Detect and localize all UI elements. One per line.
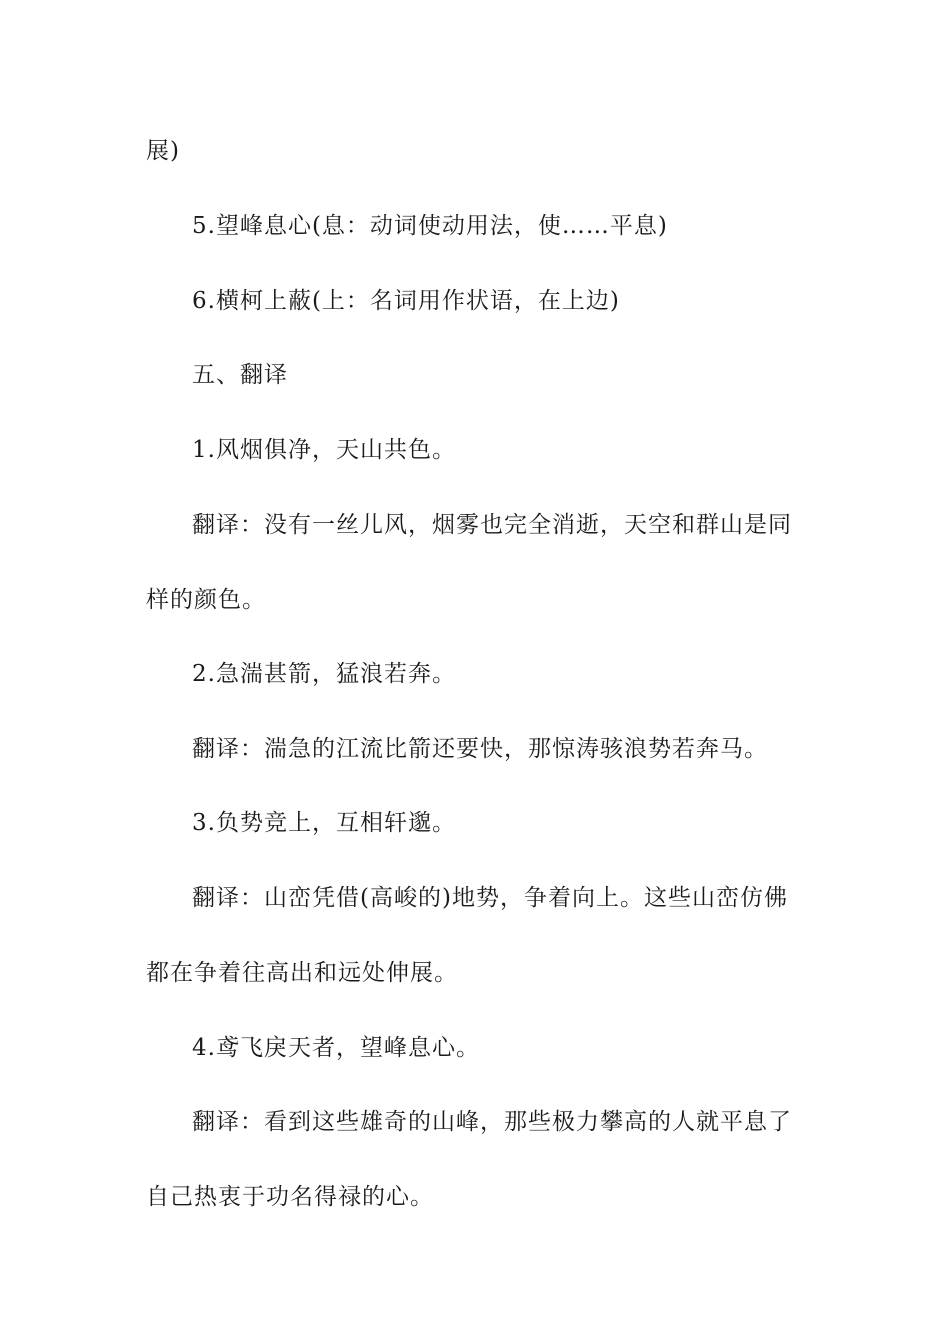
text-line-translation-1-cont: 样的颜色。 xyxy=(146,587,266,613)
text-line-translation-4-cont: 自己热衷于功名得禄的心。 xyxy=(146,1184,434,1210)
text-line-translation-4: 翻译：看到这些雄奇的山峰，那些极力攀高的人就平息了 xyxy=(192,1109,792,1135)
section-heading-translation: 五、翻译 xyxy=(192,362,288,388)
text-line-translation-1: 翻译：没有一丝儿风，烟雾也完全消逝，天空和群山是同 xyxy=(192,512,792,538)
text-line-sentence-1: 1.风烟俱净，天山共色。 xyxy=(192,437,456,463)
text-line-translation-2: 翻译：湍急的江流比箭还要快，那惊涛骇浪势若奔马。 xyxy=(192,736,768,762)
text-line-item-5: 5.望峰息心(息：动词使动用法，使……平息) xyxy=(192,213,668,239)
text-line-continuation: 展) xyxy=(146,138,180,164)
text-line-translation-3: 翻译：山峦凭借(高峻的)地势，争着向上。这些山峦仿佛 xyxy=(192,885,788,911)
text-line-sentence-4: 4.鸢飞戾天者，望峰息心。 xyxy=(192,1035,480,1061)
text-line-item-6: 6.横柯上蔽(上：名词用作状语，在上边) xyxy=(192,288,620,314)
text-line-sentence-3: 3.负势竞上，互相轩邈。 xyxy=(192,810,456,836)
text-line-sentence-2: 2.急湍甚箭，猛浪若奔。 xyxy=(192,661,456,687)
text-line-translation-3-cont: 都在争着往高出和远处伸展。 xyxy=(146,960,458,986)
